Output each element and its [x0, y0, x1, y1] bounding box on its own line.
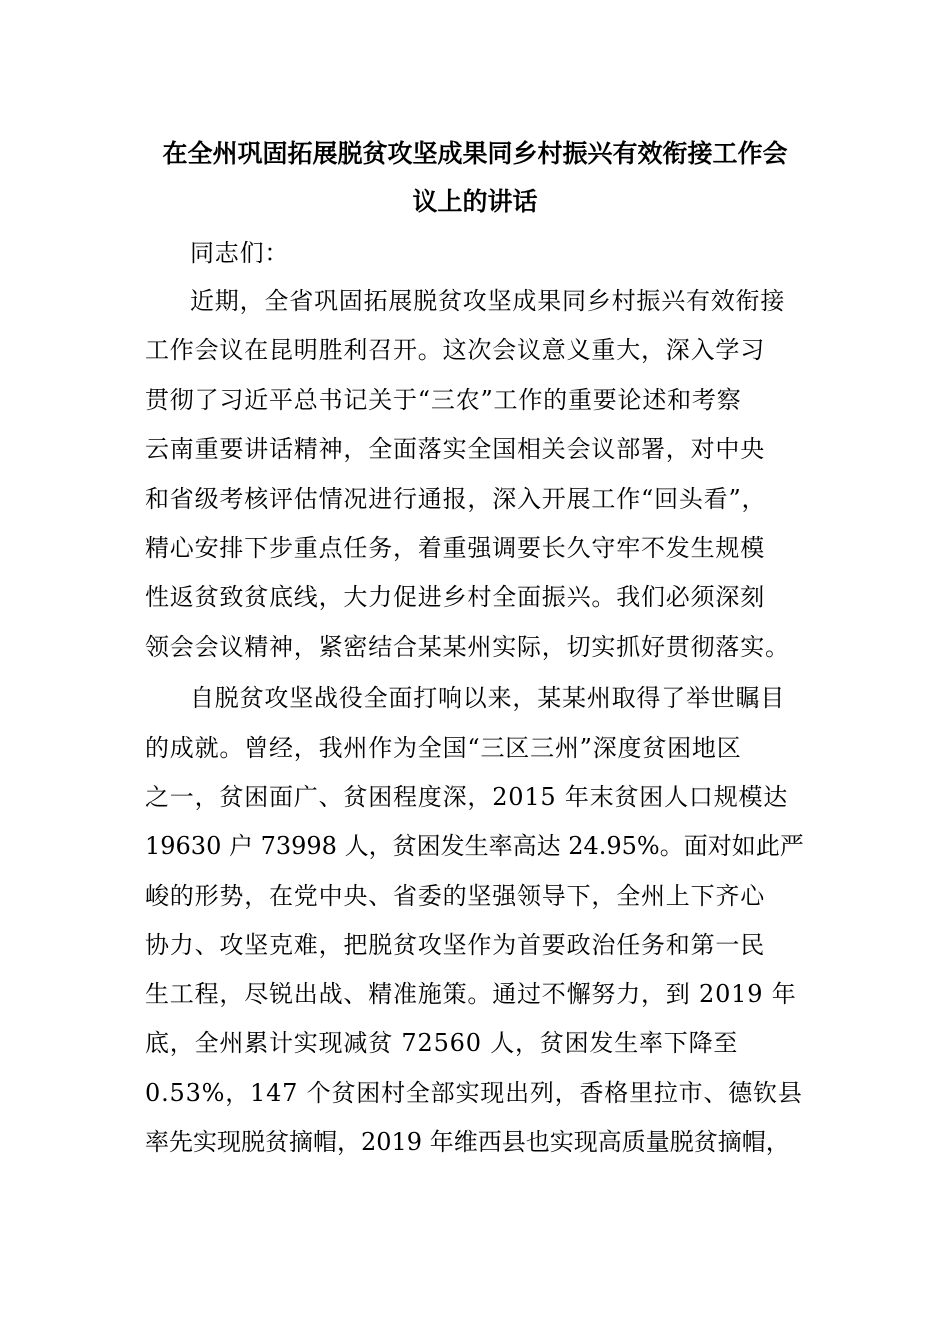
document-title-line-1: 在全州巩固拓展脱贫攻坚成果同乡村振兴有效衔接工作会: [162, 139, 788, 168]
paragraph-1-line: 精心安排下步重点任务，着重强调要长久守牢不发生规模: [145, 534, 765, 562]
paragraph-2-line: 率先实现脱贫摘帽，2019 年维西县也实现高质量脱贫摘帽，: [145, 1128, 790, 1156]
paragraph-2-line: 协力、攻坚克难，把脱贫攻坚作为首要政治任务和第一民: [145, 931, 765, 959]
paragraph-1-line: 领会会议精神，紧密结合某某州实际，切实抓好贯彻落实。: [145, 633, 790, 661]
paragraph-2-line: 之一，贫困面广、贫困程度深，2015 年末贫困人口规模达: [145, 783, 789, 811]
paragraph-2-line: 的成就。曾经，我州作为全国“三区三州”深度贫困地区: [145, 734, 742, 762]
paragraph-1-line: 性返贫致贫底线，大力促进乡村全面振兴。我们必须深刻: [145, 583, 765, 611]
paragraph-1-line: 贯彻了习近平总书记关于“三农”工作的重要论述和考察: [145, 386, 742, 414]
paragraph-1-line: 工作会议在昆明胜利召开。这次会议意义重大，深入学习: [145, 336, 765, 364]
greeting: 同志们：: [190, 239, 290, 267]
paragraph-1-line: 和省级考核评估情况进行通报，深入开展工作“回头看”，: [145, 485, 767, 513]
paragraph-2-line: 自脱贫攻坚战役全面打响以来，某某州取得了举世瞩目: [190, 684, 786, 712]
paragraph-1-line: 云南重要讲话精神，全面落实全国相关会议部署，对中央: [145, 435, 765, 463]
paragraph-2-line: 底，全州累计实现减贫 72560 人，贫困发生率下降至: [145, 1029, 739, 1057]
paragraph-2-line: 峻的形势，在党中央、省委的坚强领导下，全州上下齐心: [145, 882, 765, 910]
document-title-line-2: 议上的讲话: [412, 187, 538, 216]
paragraph-2-line: 生工程，尽锐出战、精准施策。通过不懈努力，到 2019 年: [145, 980, 797, 1008]
paragraph-2-line: 19630 户 73998 人，贫困发生率高达 24.95%。面对如此严: [145, 832, 804, 860]
paragraph-2-line: 0.53%，147 个贫困村全部实现出列，香格里拉市、德钦县: [145, 1079, 803, 1107]
paragraph-1-line: 近期，全省巩固拓展脱贫攻坚成果同乡村振兴有效衔接: [190, 287, 786, 315]
